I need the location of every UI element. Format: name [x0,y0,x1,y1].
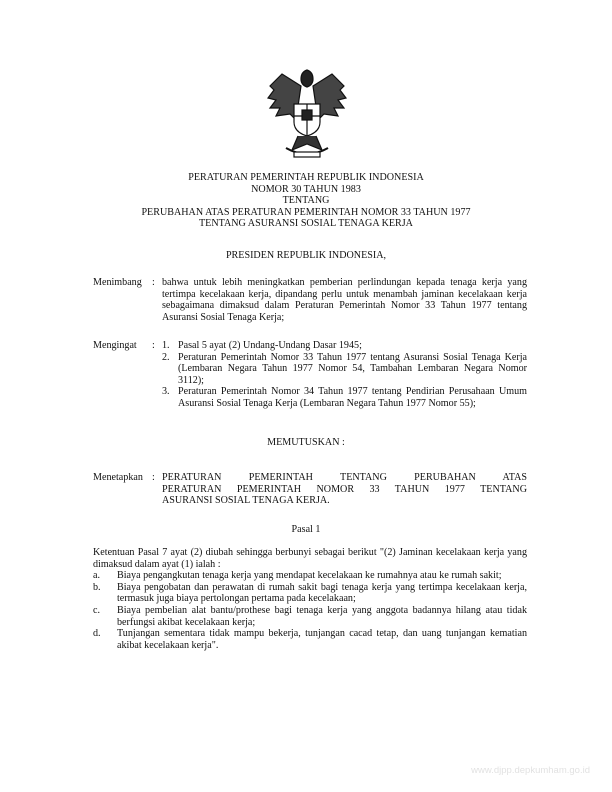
menimbang-text: bahwa untuk lebih meningkatkan pemberian perlindungan kepada tenaga kerja yang tertimpa kecelakaan kerja, dipandang perlu untuk menambah jaminan kecelakaan kerja sebagaimana dimaksud dalam Peraturan Pemerintah Nomor 33 Tahun 1977 tentang Asuransi Sosial Tenaga Kerja; [162,277,527,323]
pasal-1-intro: Ketentuan Pasal 7 ayat (2) diubah sehingga berbunyi sebagai berikut "(2) Jaminan kecelakaan kerja yang dimaksud dalam ayat (1) ialah : [93,547,527,570]
mengingat-item [162,340,527,352]
item-letter: a. [93,570,101,582]
menetapkan-line: PERATURAN PEMERINTAH TENTANG PERUBAHAN ATAS [162,472,527,483]
pasal-1-item [93,582,527,605]
colon: : [152,472,155,483]
menetapkan-label: Menetapkan [93,472,143,483]
header-line: TENTANG ASURANSI SOSIAL TENAGA KERJA [199,218,413,229]
memutuskan-heading: MEMUTUSKAN : [267,437,345,448]
menimbang-label: Menimbang [93,277,142,288]
item-letter: b. [93,581,101,593]
item-text: Tunjangan sementara tidak mampu bekerja, tunjangan cacad tetap, dan uang tunjangan kematian akibat kecelakaan kerja". [117,628,527,651]
header-line: PERUBAHAN ATAS PERATURAN PEMERINTAH NOMOR 33 TAHUN 1977 [141,206,471,218]
pasal-1-item [93,628,527,651]
pasal-1-title: Pasal 1 [291,524,321,535]
colon: : [152,340,155,351]
item-text: Biaya pengangkutan tenaga kerja yang mendapat kecelakaan ke rumahnya atau ke rumah sakit; [117,570,502,582]
item-number: 1. [162,340,170,351]
pasal-1-item [93,570,527,582]
menetapkan-line: PERATURAN PEMERINTAH NOMOR 33 TAHUN 1977 TENTANG [162,483,527,495]
colon: : [152,277,155,288]
item-text: Peraturan Pemerintah Nomor 33 Tahun 1977 tentang Asuransi Sosial Tenaga Kerja (Lembaran Negara Tahun 1977 Nomor 54, Tambahan Lembaran Negara Nomor 3112); [178,351,527,386]
mengingat-item [162,386,527,409]
item-text: Biaya pembelian alat bantu/prothese bagi tenaga kerja yang anggota badannya hilang atau tidak berfungsi akibat kecelakaan kerja; [117,604,527,628]
item-letter: c. [93,604,101,616]
menetapkan-line: ASURANSI SOSIAL TENAGA KERJA. [162,495,330,507]
garuda-emblem-icon [262,64,352,162]
item-number: 3. [162,386,170,398]
item-number: 2. [162,351,170,363]
pasal-1-body [93,547,527,651]
president-line: PRESIDEN REPUBLIK INDONESIA, [225,250,387,261]
item-text: Biaya pengobatan dan perawatan di rumah sakit bagi tenaga kerja yang tertimpa kecelakaan kerja, termasuk juga biaya pertolongan pertama pada kecelakaan; [117,581,527,605]
mengingat-item [162,352,527,387]
header-line: TENTANG [282,195,330,206]
header-line: NOMOR 30 TAHUN 1983 [251,183,361,195]
mengingat-label: Mengingat [93,340,137,351]
item-text: Peraturan Pemerintah Nomor 34 Tahun 1977 tentang Pendirian Perusahaan Umum Asuransi Sosial Tenaga Kerja (Lembaran Negara Tahun 1977 Nomor 55); [178,386,527,409]
watermark: www.djpp.depkumham.go.id [471,765,590,776]
pasal-1-item [93,605,527,628]
item-text: Pasal 5 ayat (2) Undang-Undang Dasar 1945; [178,340,362,351]
item-letter: d. [93,628,101,640]
header-line: PERATURAN PEMERINTAH REPUBLIK INDONESIA [188,172,424,183]
